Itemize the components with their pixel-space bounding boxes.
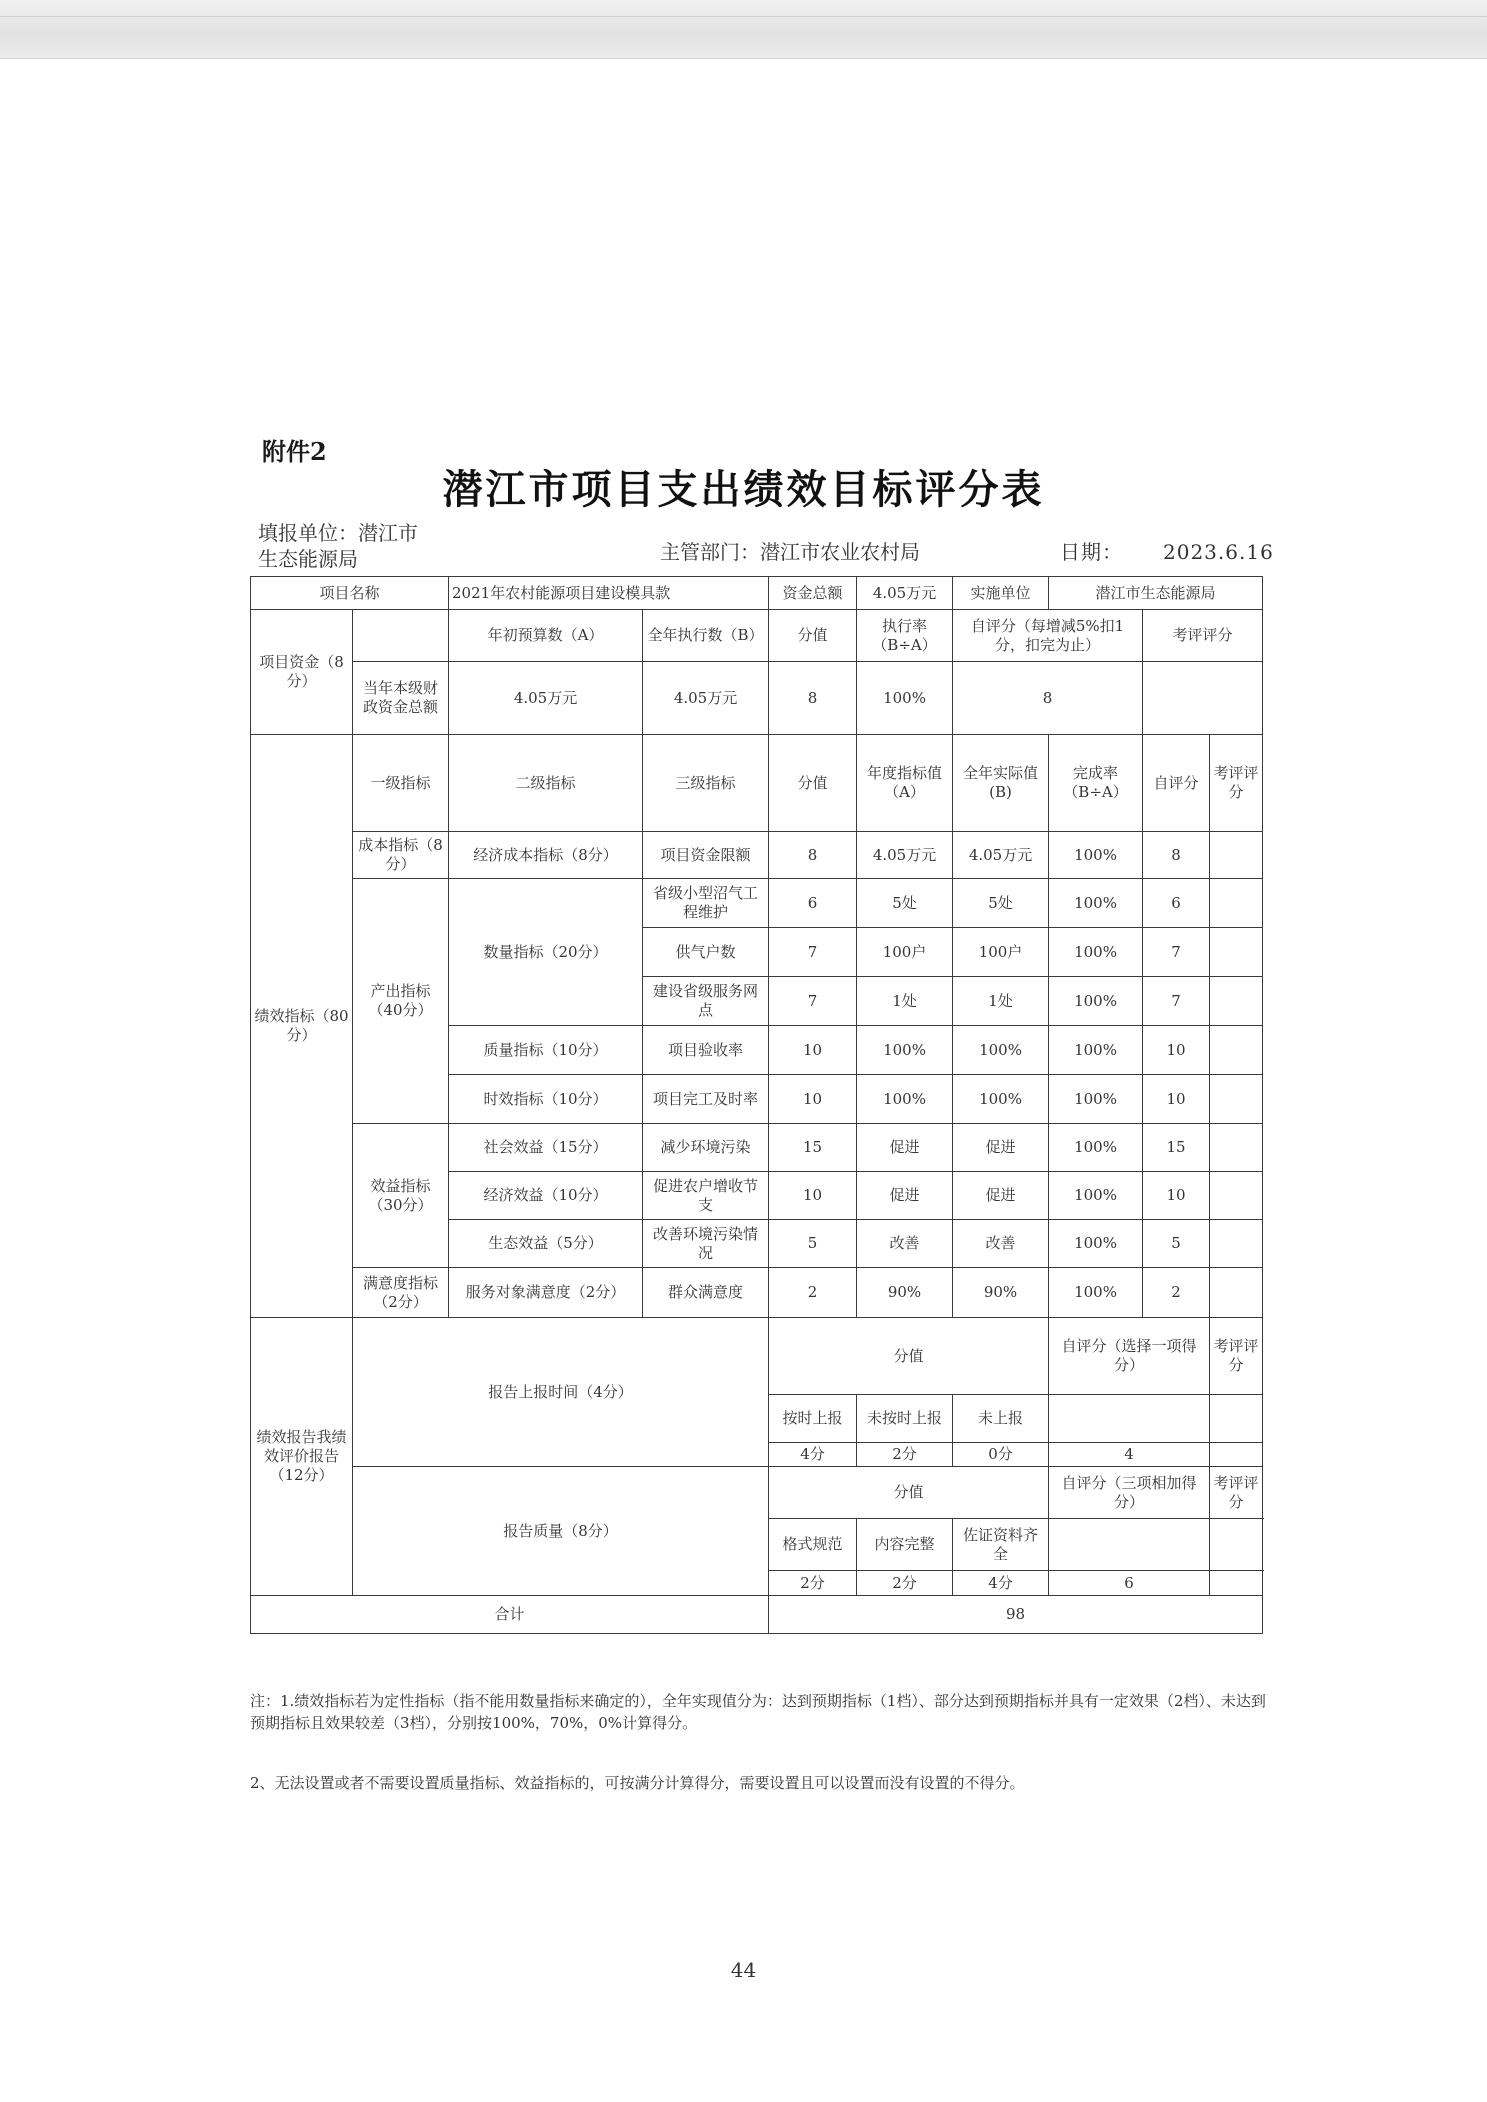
report-quality-label: 报告质量（8分）	[353, 1467, 769, 1596]
score-cell: 10	[769, 1075, 857, 1124]
none-label: 未上报	[953, 1395, 1049, 1443]
fill-unit	[258, 520, 418, 572]
l2-cell: 经济效益（10分）	[449, 1172, 643, 1220]
target-cell: 促进	[857, 1172, 953, 1220]
review-cell	[1210, 977, 1263, 1026]
review-cell	[1210, 1220, 1263, 1268]
perf-label: 绩效指标（80分）	[251, 735, 353, 1318]
self-cell: 10	[1143, 1075, 1210, 1124]
score-cell: 7	[769, 977, 857, 1026]
l3-cell: 项目资金限额	[643, 832, 769, 879]
date-label: 日期：	[1060, 540, 1123, 564]
perf-h-target: 年度指标值（A）	[857, 735, 953, 832]
total-label: 合计	[251, 1596, 769, 1634]
report-time-header-row	[251, 1318, 1263, 1395]
self-cell: 10	[1143, 1026, 1210, 1075]
actual-cell: 4.05万元	[953, 832, 1049, 879]
table-row	[251, 1124, 1263, 1172]
funds-label: 项目资金（8分）	[251, 610, 353, 735]
target-cell: 改善	[857, 1220, 953, 1268]
table-row	[251, 832, 1263, 879]
self-cell: 8	[1143, 832, 1210, 879]
perf-h-review: 考评评分	[1210, 735, 1263, 832]
funds-h-self: 自评分（每增减5%扣1分，扣完为止）	[953, 610, 1143, 662]
cost-l1: 成本指标（8分）	[353, 832, 449, 879]
l2-cell: 服务对象满意度（2分）	[449, 1268, 643, 1318]
format-points: 2分	[769, 1571, 857, 1596]
funds-h-rate: 执行率（B÷A）	[857, 610, 953, 662]
review-cell	[1210, 879, 1263, 928]
rate-cell: 100%	[1049, 1124, 1143, 1172]
date-value: 2023.6.16	[1163, 540, 1274, 564]
review-cell	[1210, 832, 1263, 879]
review-cell	[1210, 928, 1263, 977]
target-cell: 5处	[857, 879, 953, 928]
note-1: 注：1.绩效指标若为定性指标（指不能用数量指标来确定的），全年实现值分为：达到预期指标（1档）、部分达到预期指标并具有一定效果（2档）、未达到预期指标且效果较差（3档），分别按100%，70%，0%计算得分。	[250, 1692, 1266, 1732]
qty-l2: 数量指标（20分）	[449, 879, 643, 1026]
self-cell: 2	[1143, 1268, 1210, 1318]
perf-h3: 三级指标	[643, 735, 769, 832]
funds-budget: 4.05万元	[449, 662, 643, 735]
table-row	[251, 879, 1263, 928]
report-quality-h-self: 自评分（三项相加得分）	[1049, 1467, 1210, 1519]
funds-exec: 4.05万元	[643, 662, 769, 735]
funds-h-budget: 年初预算数（A）	[449, 610, 643, 662]
on-time-label: 按时上报	[769, 1395, 857, 1443]
perf-h-score: 分值	[769, 735, 857, 832]
score-table	[250, 576, 1263, 1634]
target-cell: 90%	[857, 1268, 953, 1318]
fill-unit-label: 填报单位：潜江市	[258, 521, 418, 545]
l3-cell: 群众满意度	[643, 1268, 769, 1318]
scan-top-edge	[0, 0, 1487, 59]
self-cell: 7	[1143, 977, 1210, 1026]
rate-cell: 100%	[1049, 977, 1143, 1026]
fund-total: 4.05万元	[857, 577, 953, 610]
late-label: 未按时上报	[857, 1395, 953, 1443]
total-value: 98	[769, 1596, 1263, 1634]
l3-cell: 项目验收率	[643, 1026, 769, 1075]
target-cell: 100%	[857, 1075, 953, 1124]
target-cell: 4.05万元	[857, 832, 953, 879]
self-cell: 7	[1143, 928, 1210, 977]
self-cell: 5	[1143, 1220, 1210, 1268]
perf-h2: 二级指标	[449, 735, 643, 832]
self-cell: 15	[1143, 1124, 1210, 1172]
impl-unit: 潜江市生态能源局	[1049, 577, 1263, 610]
score-cell: 7	[769, 928, 857, 977]
self-cell: 6	[1143, 879, 1210, 928]
l2-cell: 时效指标（10分）	[449, 1075, 643, 1124]
l3-cell: 建设省级服务网点	[643, 977, 769, 1026]
content-points: 2分	[857, 1571, 953, 1596]
l3-cell: 改善环境污染情况	[643, 1220, 769, 1268]
supervising-dept: 主管部门：潜江市农业农村局	[660, 540, 920, 564]
actual-cell: 5处	[953, 879, 1049, 928]
project-name: 2021年农村能源项目建设模具款	[449, 577, 769, 610]
rate-cell: 100%	[1049, 1172, 1143, 1220]
rate-cell: 100%	[1049, 832, 1143, 879]
report-quality-h-score: 分值	[769, 1467, 1049, 1519]
report-time-h-self: 自评分（选择一项得分）	[1049, 1318, 1210, 1395]
review-cell	[1210, 1172, 1263, 1220]
score-cell: 6	[769, 879, 857, 928]
page-number: 44	[730, 1958, 757, 1982]
report-quality-h-review: 考评评分	[1210, 1467, 1263, 1519]
perf-header-row	[251, 735, 1263, 832]
actual-cell: 促进	[953, 1172, 1049, 1220]
rate-cell: 100%	[1049, 1268, 1143, 1318]
score-cell: 5	[769, 1220, 857, 1268]
evidence-label: 佐证资料齐全	[953, 1519, 1049, 1571]
funds-self: 8	[953, 662, 1143, 735]
blank-cell	[353, 610, 449, 662]
target-cell: 100户	[857, 928, 953, 977]
funds-header-row	[251, 610, 1263, 662]
note-2: 2、无法设置或者不需要设置质量指标、效益指标的，可按满分计算得分，需要设置且可以设置而没有设置的不得分。	[250, 1774, 1025, 1792]
benefit-l1: 效益指标（30分）	[353, 1124, 449, 1268]
perf-h-rate: 完成率（B÷A）	[1049, 735, 1143, 832]
score-cell: 10	[769, 1172, 857, 1220]
total-row	[251, 1596, 1263, 1634]
l2-cell: 经济成本指标（8分）	[449, 832, 643, 879]
impl-unit-label: 实施单位	[953, 577, 1049, 610]
actual-cell: 100%	[953, 1026, 1049, 1075]
review-cell	[1210, 1268, 1263, 1318]
fund-total-label: 资金总额	[769, 577, 857, 610]
l2-cell: 社会效益（15分）	[449, 1124, 643, 1172]
review-cell	[1210, 1026, 1263, 1075]
project-row	[251, 577, 1263, 610]
score-cell: 15	[769, 1124, 857, 1172]
actual-cell: 100%	[953, 1075, 1049, 1124]
funds-score: 8	[769, 662, 857, 735]
rate-cell: 100%	[1049, 879, 1143, 928]
l3-cell: 促进农户增收节支	[643, 1172, 769, 1220]
review-cell	[1210, 1124, 1263, 1172]
satis-l1: 满意度指标（2分）	[353, 1268, 449, 1318]
on-time-points: 4分	[769, 1443, 857, 1467]
funds-row-label: 当年本级财政资金总额	[353, 662, 449, 735]
report-quality-header-row	[251, 1467, 1263, 1519]
blank-cell	[1210, 1395, 1263, 1443]
report-label: 绩效报告我绩效评价报告（12分）	[251, 1318, 353, 1596]
funds-h-exec: 全年执行数（B）	[643, 610, 769, 662]
report-date	[1060, 536, 1274, 565]
evidence-points: 4分	[953, 1571, 1049, 1596]
report-time-self: 4	[1049, 1443, 1210, 1467]
l3-cell: 供气户数	[643, 928, 769, 977]
output-l1: 产出指标（40分）	[353, 879, 449, 1124]
funds-value-row	[251, 662, 1263, 735]
format-label: 格式规范	[769, 1519, 857, 1571]
blank-cell	[1049, 1395, 1210, 1443]
blank-cell	[1210, 1519, 1263, 1571]
actual-cell: 改善	[953, 1220, 1049, 1268]
actual-cell: 90%	[953, 1268, 1049, 1318]
l3-cell: 项目完工及时率	[643, 1075, 769, 1124]
report-time-label: 报告上报时间（4分）	[353, 1318, 769, 1467]
review-cell	[1210, 1075, 1263, 1124]
funds-rate: 100%	[857, 662, 953, 735]
project-name-label: 项目名称	[251, 577, 449, 610]
target-cell: 促进	[857, 1124, 953, 1172]
l3-cell: 减少环境污染	[643, 1124, 769, 1172]
funds-h-review: 考评评分	[1143, 610, 1263, 662]
perf-h-actual: 全年实际值(B)	[953, 735, 1049, 832]
rate-cell: 100%	[1049, 1220, 1143, 1268]
l3-cell: 省级小型沼气工程维护	[643, 879, 769, 928]
blank-cell	[1210, 1571, 1263, 1596]
score-cell: 10	[769, 1026, 857, 1075]
score-cell: 8	[769, 832, 857, 879]
report-time-h-review: 考评评分	[1210, 1318, 1263, 1395]
actual-cell: 促进	[953, 1124, 1049, 1172]
report-quality-self: 6	[1049, 1571, 1210, 1596]
blank-cell	[1210, 1443, 1263, 1467]
table-row	[251, 1268, 1263, 1318]
actual-cell: 100户	[953, 928, 1049, 977]
rate-cell: 100%	[1049, 1026, 1143, 1075]
funds-h-score: 分值	[769, 610, 857, 662]
none-points: 0分	[953, 1443, 1049, 1467]
target-cell: 1处	[857, 977, 953, 1026]
blank-cell	[1049, 1519, 1210, 1571]
l2-cell: 生态效益（5分）	[449, 1220, 643, 1268]
fill-unit-name: 生态能源局	[258, 547, 358, 571]
score-cell: 2	[769, 1268, 857, 1318]
attachment-label: 附件2	[262, 437, 327, 466]
target-cell: 100%	[857, 1026, 953, 1075]
perf-h-self: 自评分	[1143, 735, 1210, 832]
page-title: 潜江市项目支出绩效目标评分表	[442, 466, 1045, 513]
self-cell: 10	[1143, 1172, 1210, 1220]
content-label: 内容完整	[857, 1519, 953, 1571]
report-time-h-score: 分值	[769, 1318, 1049, 1395]
funds-review	[1143, 662, 1263, 735]
rate-cell: 100%	[1049, 928, 1143, 977]
rate-cell: 100%	[1049, 1075, 1143, 1124]
l2-cell: 质量指标（10分）	[449, 1026, 643, 1075]
late-points: 2分	[857, 1443, 953, 1467]
actual-cell: 1处	[953, 977, 1049, 1026]
perf-h1: 一级指标	[353, 735, 449, 832]
